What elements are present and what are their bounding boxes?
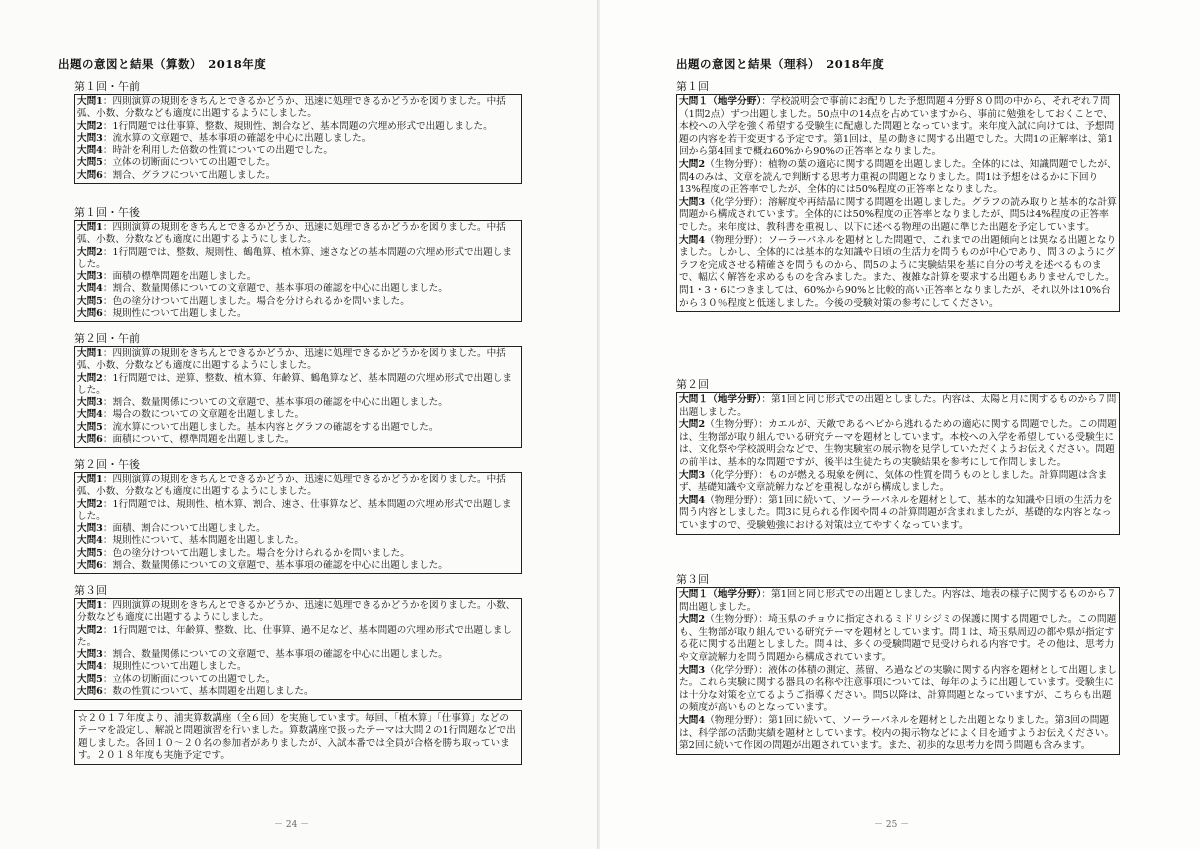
item-text: ：四則演算の規則をきちんとできるかどうか、迅速に処理できるかどうかを図りました。小数、分数なども適度に出題するようにしました。 xyxy=(77,600,516,624)
section-3 xyxy=(74,584,522,700)
item-label: 大問4 xyxy=(77,661,103,673)
section-3 xyxy=(676,573,1120,755)
list-item xyxy=(77,157,519,169)
item-label: 大問5 xyxy=(77,547,103,559)
item-text: ：割合、数量関係についての文章題で、基本事項の確認を中心に出題しました。 xyxy=(102,397,448,409)
section-heading: 第１回・午前 xyxy=(74,80,140,93)
section-heading: 第２回・午後 xyxy=(74,458,140,471)
item-text: ：場合の数についての文章題を出題しました。 xyxy=(102,409,305,421)
list-item xyxy=(679,235,1117,311)
list-item xyxy=(77,96,519,121)
section-box xyxy=(676,392,1120,535)
section-heading: 第２回・午前 xyxy=(74,332,140,345)
item-label: 大問１（地学分野） xyxy=(679,589,762,600)
item-text: ：色の塗分けついて出題しました。場合を分けられるかを問いました。 xyxy=(102,547,410,559)
item-text: ：1行問題では、整数、規則性、鶴亀算、植木算、速さなどの基本問題の穴埋め形式で出題しました。 xyxy=(77,246,512,270)
list-item xyxy=(77,625,519,650)
item-text: ：四則演算の規則をきちんとできるかどうか、迅速に処理できるかどうかを図りました。中括弧、小数、分数なども適度に出題するようにしました。 xyxy=(77,222,506,246)
item-text: ：色の塗分けついて出題しました。場合を分けられるかを問いました。 xyxy=(102,295,410,307)
list-item xyxy=(77,548,519,560)
item-label: 大問6 xyxy=(77,308,103,320)
section-heading: 第３回 xyxy=(676,573,709,586)
list-item xyxy=(77,121,519,133)
item-text: （化学分野）：ものが燃える現象を例に、気体の性質を問うものとしました。計算問題は含まず、基礎知識や文章読解力などを重視しながら構成しました。 xyxy=(679,469,1108,494)
list-item xyxy=(679,614,1117,664)
section-2-pm xyxy=(74,458,522,574)
list-item xyxy=(77,535,519,547)
item-text: ：四則演算の規則をきちんとできるかどうか、迅速に処理できるかどうかを図りました。中括弧、小数、分数なども適度に出題するようにしました。 xyxy=(77,348,506,372)
list-item xyxy=(77,271,519,283)
list-item xyxy=(77,308,519,320)
list-item xyxy=(77,649,519,661)
item-text: ：1行問題では、規則性、植木算、割合、速さ、仕事算など、基本問題の穴埋め形式で出題しました。 xyxy=(77,498,512,522)
item-label: 大問4 xyxy=(77,535,103,547)
list-item xyxy=(77,560,519,572)
item-text: ：規則性について出題しました。 xyxy=(102,308,247,320)
item-label: 大問5 xyxy=(77,157,103,169)
page-title: 出題の意図と結果（理科） 2018年度 xyxy=(676,57,885,71)
item-text: （生物分野）：植物の葉の適応に関する問題を出題しました。全体的には、知識問題でしたが、問4のみは、文章を読んで判断する思考力重視の問題となりました。問1は予想をはるかに下回り13%程度の正答率でしたが、全体的には50%程度の正答率となりました。 xyxy=(679,158,1117,196)
list-item xyxy=(679,96,1117,159)
item-text: （生物分野）：カエルが、天敵であるヘビから逃れるための適応に関する問題でした。この問題は、生物部が取り組んでいる研究テーマを題材としています。本校への入学を希望している受験生には、文化祭や学校説明会などで、生物実験室の展示物を見学していただくようお伝えください。問題の前半は、基本的な問題ですが、後半は生徒たちの実験結果を参考にして作問しました。 xyxy=(679,419,1117,468)
section-heading: 第１回 xyxy=(676,80,709,93)
item-label: 大問1 xyxy=(77,474,103,485)
item-label: 大問3 xyxy=(679,469,706,481)
item-text: ：四則演算の規則をきちんとできるかどうか、迅速に処理できるかどうかを図りました。中括弧、小数、分数なども適度に出題するようにしました。 xyxy=(77,96,506,120)
list-item xyxy=(77,348,519,373)
item-label: 大問5 xyxy=(77,421,103,433)
list-item xyxy=(679,470,1117,495)
item-label: 大問3 xyxy=(77,523,103,535)
list-item xyxy=(77,434,519,446)
list-item xyxy=(77,283,519,295)
page-number: － 24 － xyxy=(274,820,310,830)
list-item xyxy=(77,686,519,698)
item-label: 大問3 xyxy=(679,196,706,208)
item-text: ：1行問題では、年齢算、整数、比、仕事算、過不足など、基本問題の穴埋め形式で出題しました。 xyxy=(77,624,512,648)
list-item xyxy=(77,422,519,434)
item-label: 大問4 xyxy=(679,494,706,506)
page-number: － 25 － xyxy=(874,820,910,830)
item-text: ：四則演算の規則をきちんとできるかどうか、迅速に処理できるかどうかを図りました。中括弧、小数、分数なども適度に出題するようにしました。 xyxy=(77,474,506,498)
item-text: ：流水算の文章題で、基本事項の確認を中心に出題しました。 xyxy=(102,132,372,144)
item-text: ：時計を利用した倍数の性質についての出題でした。 xyxy=(102,145,333,157)
section-box xyxy=(74,598,522,700)
list-item xyxy=(77,222,519,247)
item-text: ：規則性について出題しました。 xyxy=(102,661,247,673)
section-box xyxy=(676,587,1120,755)
item-label: 大問4 xyxy=(679,714,706,726)
list-item xyxy=(679,394,1117,419)
item-label: 大問１（地学分野） xyxy=(679,394,762,405)
item-label: 大問2 xyxy=(77,120,103,132)
item-text: ：数の性質について、基本問題を出題しました。 xyxy=(102,686,314,698)
item-text: ：割合、グラフについて出題しました。 xyxy=(102,169,276,181)
list-item xyxy=(77,474,519,499)
lecture-note-box: ☆２０１７年度より、浦実算数講座（全６回）を実施しています。毎回、「植木算」「仕事算」などのテーマを設定し、解説と問題演習を行いました。算数講座で扱ったテーマは大問２の1行問題などで出題しました。各回１０～２０名の参加者がありましたが、入試本番では全員が合格を勝ち取っています。２０１８年度も実施予定です。 xyxy=(74,710,522,765)
item-label: 大問2 xyxy=(77,372,103,384)
list-item xyxy=(77,523,519,535)
item-text: （生物分野）：埼玉県のチョウに指定されるミドリシジミの保護に関する問題でした。この問題も、生物部が取り組んでいる研究テーマを題材としています。問１は、埼玉県周辺の都や県が指定する花に関する出題としました。問４は、多くの受験問題で見受けられる内容です。その他は、思考力や文章読解力を問う問題から構成されています。 xyxy=(679,614,1117,663)
item-text: ：第1回と同じ形式での出題としました。内容は、太陽と月に関するものから７問出題しました。 xyxy=(679,394,1117,418)
item-label: 大問2 xyxy=(77,246,103,258)
list-item xyxy=(77,247,519,272)
item-text: （物理分野）：第1回に続いて、ソーラーパネルを題材として、基本的な知識や日頃の生活力を問う内容としました。問3に見られる作図や問４の計算問題が含まれましたが、基礎的な内容となっていますので、受験勉強における対策は立てやすくなっています。 xyxy=(679,494,1113,531)
section-2-am xyxy=(74,332,522,448)
item-label: 大問１（地学分野） xyxy=(679,96,762,107)
list-item xyxy=(77,600,519,625)
item-label: 大問2 xyxy=(679,614,706,626)
list-item xyxy=(679,159,1117,197)
item-label: 大問4 xyxy=(77,283,103,295)
item-label: 大問2 xyxy=(77,624,103,636)
item-text: ：面積、割合について出題しました。 xyxy=(102,523,266,535)
item-text: （物理分野）：ソーラーパネルを題材とした問題で、これまでの出題傾向とは異なる出題となりました。しかし、全体的には基本的な知識や日頃の生活力を問うものが中心であり、問３のようにグラフを完成させる精確さを問うものから、問5のように実験結果を基に自分の考えを述べるものまで、幅広く解答を求めるものを含みました。また、複雑な計算を要求する出題もありませんでした。問1・3・6につきましては、60%から90%と比較的高い正答率となりましたが、それ以外は10%台から３０％程度と低迷しました。今後の受験対策の参考にしてください。 xyxy=(679,234,1117,309)
list-item xyxy=(77,661,519,673)
item-text: ：割合、数量関係についての文章題で、基本事項の確認を中心に出題しました。 xyxy=(102,283,448,295)
item-label: 大問2 xyxy=(679,158,706,170)
item-label: 大問5 xyxy=(77,295,103,307)
item-text: （化学分野）：溶解度や再結晶に関する問題を出題しました。グラフの読み取りと基本的な計算問題から構成されています。全体的には50%程度の正答率となりましたが、問5は4%程度の正答率でした。来年度は、教科書を重視し、以下に述べる物理の出題に準じた出題を予定しています。 xyxy=(679,196,1117,233)
section-box xyxy=(74,94,522,184)
item-text: ：学校説明会で事前にお配りした予想問題４分野８０問の中から、それぞれ７問（1問2点）ずつ出題しました。50点中の14点を占めていますから、事前に勉強をしておくことで、本校への入学を強く希望する受験生に配慮した問題となっています。来年度入試に向けては、予想問題の内容を若干変更する予定です。第1回は、星の動きに関する出題でした。大問1の正解率は、第1回から第4回まで概ね60%から90%の正答率となりました。 xyxy=(679,96,1115,158)
item-text: ：面積の標準問題を出題しました。 xyxy=(102,271,257,283)
list-item xyxy=(77,373,519,398)
section-box xyxy=(74,472,522,574)
list-item xyxy=(77,296,519,308)
item-label: 大問1 xyxy=(77,96,103,107)
list-item xyxy=(77,409,519,421)
page-title: 出題の意図と結果（算数） 2018年度 xyxy=(58,57,267,71)
item-label: 大問2 xyxy=(77,498,103,510)
item-label: 大問4 xyxy=(77,409,103,421)
item-text: ：流水算について出題しました。基本内容とグラフの確認をする出題でした。 xyxy=(102,421,439,433)
list-item xyxy=(77,674,519,686)
list-item xyxy=(679,419,1117,469)
item-label: 大問2 xyxy=(679,419,706,431)
item-label: 大問3 xyxy=(77,649,103,661)
item-label: 大問6 xyxy=(77,560,103,572)
item-text: ：面積について、標準問題を出題しました。 xyxy=(102,434,295,446)
item-label: 大問6 xyxy=(77,169,103,181)
section-2 xyxy=(676,378,1120,535)
section-box xyxy=(74,220,522,322)
list-item xyxy=(77,397,519,409)
list-item xyxy=(679,589,1117,614)
item-label: 大問5 xyxy=(77,673,103,685)
item-text: （化学分野）：液体の体積の測定、蒸留、ろ過などの実験に関する内容を題材として出題しました。これら実験に関する器具の名称や注意事項については、毎年のように出題しています。受験生には十分な対策を立てるようご指導ください。問5以降は、計算問題となっていますが、こちらも出題の頻度が高いものとなっています。 xyxy=(679,664,1117,714)
item-text: ：1行問題では仕事算、整数、規則性、割合など、基本問題の穴埋め形式で出題しました。 xyxy=(102,120,493,132)
list-item xyxy=(679,495,1117,533)
item-label: 大問4 xyxy=(679,234,706,246)
section-1-am xyxy=(74,80,522,184)
item-text: ：割合、数量関係についての文章題で、基本事項の確認を中心に出題しました。 xyxy=(102,649,448,661)
list-item xyxy=(679,665,1117,715)
item-label: 大問6 xyxy=(77,686,103,698)
list-item xyxy=(77,145,519,157)
item-text: ：規則性について、基本問題を出題しました。 xyxy=(102,535,304,547)
section-1 xyxy=(676,80,1120,312)
item-label: 大問1 xyxy=(77,600,103,611)
section-heading: 第２回 xyxy=(676,378,709,391)
item-text: ：割合、数量関係についての文章題で、基本事項の確認を中心に出題しました。 xyxy=(102,560,448,572)
section-heading: 第１回・午後 xyxy=(74,206,140,219)
item-label: 大問3 xyxy=(77,271,103,283)
item-label: 大問3 xyxy=(77,132,103,144)
item-label: 大問1 xyxy=(77,222,103,233)
page-left xyxy=(0,0,598,849)
section-box xyxy=(676,94,1120,312)
item-text: ：立体の切断面についての出題でした。 xyxy=(102,673,276,685)
item-text: ：立体の切断面についての出題でした。 xyxy=(102,157,276,169)
item-text: ：第1回と同じ形式での出題としました。内容は、地表の様子に関するものから７問出題しました。 xyxy=(679,589,1117,613)
item-label: 大問6 xyxy=(77,434,103,446)
section-box xyxy=(74,346,522,448)
section-1-pm xyxy=(74,206,522,322)
item-label: 大問4 xyxy=(77,145,103,157)
page-right xyxy=(600,0,1200,849)
item-label: 大問1 xyxy=(77,348,103,359)
list-item xyxy=(77,499,519,524)
item-label: 大問3 xyxy=(77,397,103,409)
list-item xyxy=(679,715,1117,753)
list-item xyxy=(77,133,519,145)
item-label: 大問3 xyxy=(679,664,706,676)
item-text: （物理分野）：第1回に続いて、ソーラーパネルを題材とした出題となりました。第3回の問題は、科学部の活動実績を題材としています。校内の掲示物などによく目を通すようお伝えください。第2回に続いて作図の問題が出題されています。また、初歩的な思考力を問う問題も含みます。 xyxy=(679,714,1115,752)
list-item xyxy=(679,197,1117,235)
item-text: ：1行問題では、逆算、整数、植木算、年齢算、鶴亀算など、基本問題の穴埋め形式で出題しました。 xyxy=(77,372,512,396)
section-heading: 第３回 xyxy=(74,584,107,597)
list-item xyxy=(77,170,519,182)
